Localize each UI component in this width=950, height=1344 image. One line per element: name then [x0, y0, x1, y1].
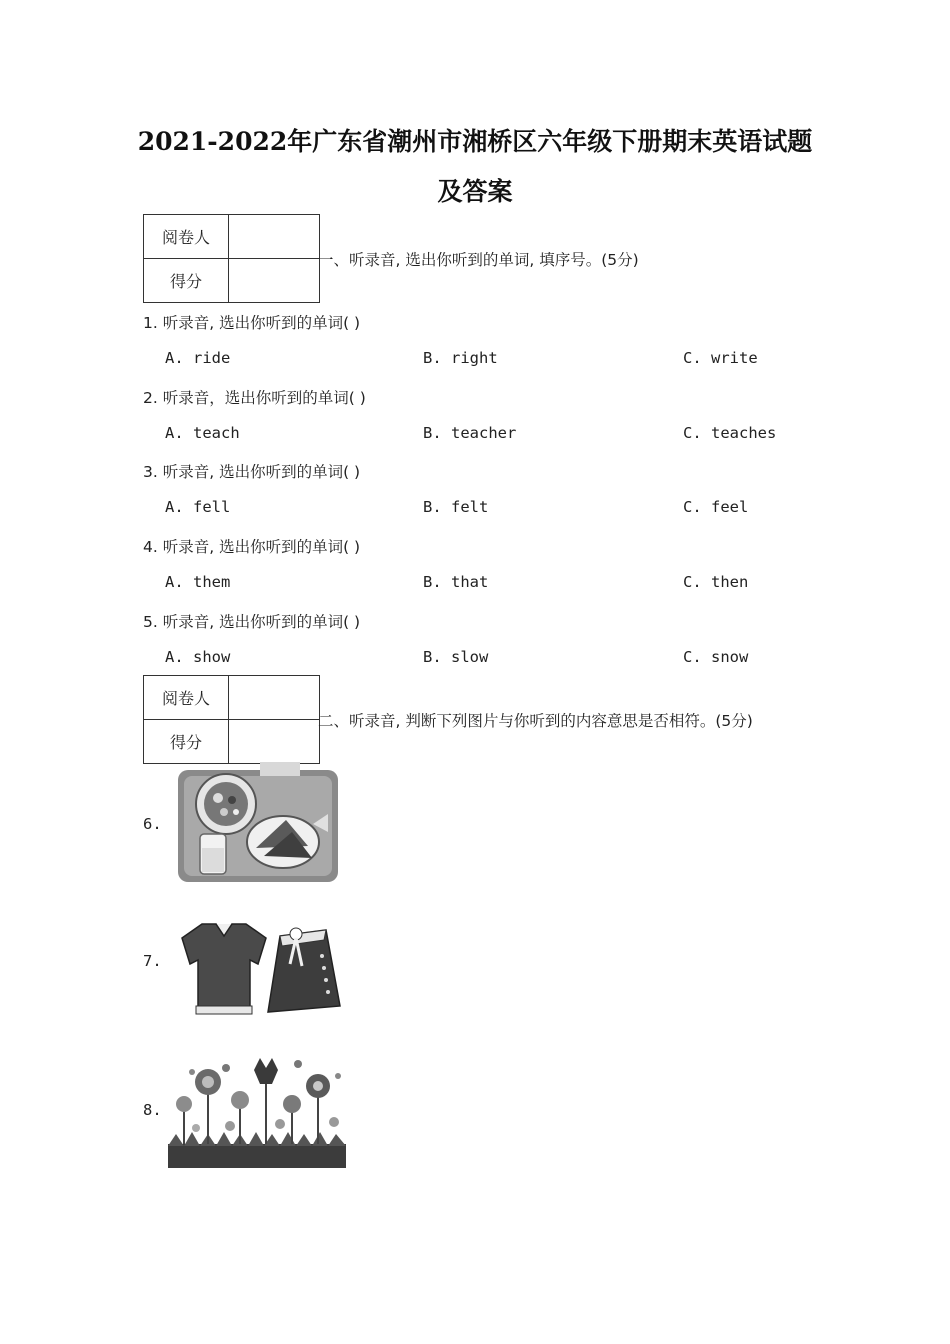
question-stem: 5. 听录音, 选出你听到的单词( ) [143, 613, 361, 631]
section1-heading: 一、听录音, 选出你听到的单词, 填序号。(5分) [318, 251, 639, 269]
option-a: A. teach [165, 424, 240, 442]
question-stem: 3. 听录音, 选出你听到的单词( ) [143, 463, 361, 481]
option-b: B. right [423, 349, 498, 367]
option-c: C. write [683, 349, 758, 367]
reviewer-label: 阅卷人 [144, 676, 229, 720]
score-label: 得分 [144, 259, 229, 303]
item-number: 7. [143, 952, 162, 970]
question-stem: 1. 听录音, 选出你听到的单词( ) [143, 314, 361, 332]
question-stem: 2. 听录音，选出你听到的单词( ) [143, 389, 366, 407]
option-c: C. feel [683, 498, 749, 516]
option-b: B. felt [423, 498, 489, 516]
reviewer-field[interactable] [229, 676, 320, 720]
item-number: 6. [143, 815, 162, 833]
option-a: A. fell [165, 498, 231, 516]
reviewer-field[interactable] [229, 215, 320, 259]
option-b: B. teacher [423, 424, 517, 442]
score-field[interactable] [229, 259, 320, 303]
item-number: 8. [143, 1101, 162, 1119]
score-field[interactable] [229, 720, 320, 764]
food-tray-image [168, 762, 346, 888]
score-label: 得分 [144, 720, 229, 764]
question-stem: 4. 听录音, 选出你听到的单词( ) [143, 538, 361, 556]
reviewer-label: 阅卷人 [144, 215, 229, 259]
option-a: A. ride [165, 349, 231, 367]
option-b: B. slow [423, 648, 489, 666]
option-b: B. that [423, 573, 489, 591]
document-title-line1: 2021-2022年广东省潮州市湘桥区六年级下册期末英语试题 [137, 127, 813, 156]
option-c: C. snow [683, 648, 749, 666]
score-box [143, 214, 320, 303]
option-a: A. them [165, 573, 231, 591]
document-title-line2: 及答案 [437, 177, 513, 206]
shirt-and-skirt-image [166, 916, 344, 1020]
option-a: A. show [165, 648, 231, 666]
option-c: C. teaches [683, 424, 777, 442]
option-c: C. then [683, 573, 749, 591]
flowers-image [168, 1048, 348, 1172]
score-box [143, 675, 320, 764]
section2-heading: 二、听录音, 判断下列图片与你听到的内容意思是否相符。(5分) [318, 712, 753, 730]
